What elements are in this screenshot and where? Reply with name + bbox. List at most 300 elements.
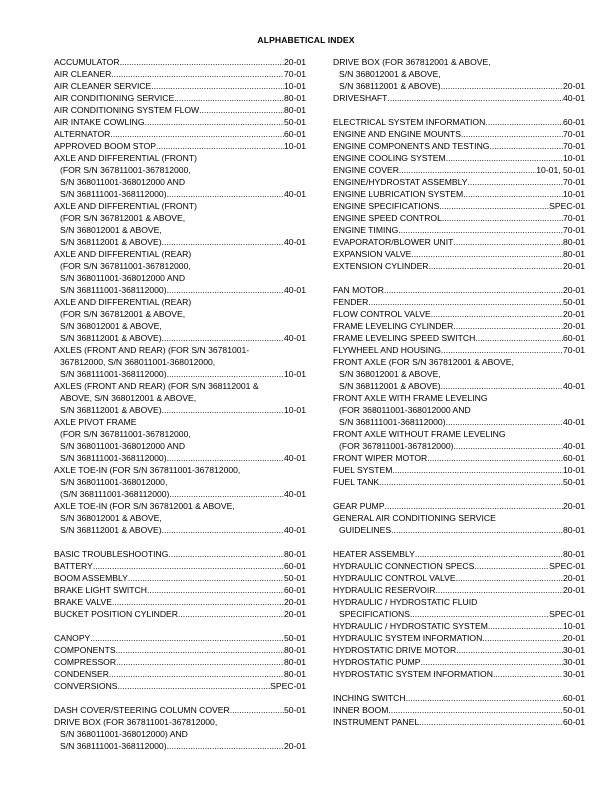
index-entry-label: ENGINE COVER [333,165,399,175]
dot-leader [482,632,563,644]
dot-leader [411,248,563,260]
index-entry-page[interactable]: 70-01 [563,225,585,235]
index-entry-label: ENGINE SPECIFICATIONS [333,201,440,211]
index-entry[interactable] [333,620,585,632]
index-entry[interactable] [333,392,585,428]
index-entry-page[interactable]: 40-01 [284,453,306,463]
index-entry[interactable] [333,284,585,296]
index-entry-label: AXLE TOE-IN (FOR S/N 367811001-367812000, [54,465,241,475]
section-gap [54,536,306,548]
index-entry-page[interactable]: 80-01 [563,549,585,559]
index-entry-page[interactable]: 50-01 [563,705,585,715]
index-entry-label-continued: S/N 368012001 & ABOVE, [339,69,441,79]
index-column-left [54,56,306,752]
dot-leader [399,164,536,176]
index-entry-label: INSTRUMENT PANEL [333,717,420,727]
index-entry-page[interactable]: 20-01 [284,741,306,751]
dot-leader [431,308,563,320]
index-entry-page[interactable]: 80-01 [563,237,585,247]
dot-leader [387,92,563,104]
index-entry-label: HYDRAULIC CONNECTION SPECS [333,561,475,571]
index-entry-page[interactable]: 10-01, 50-01 [536,165,585,175]
index-entry-page[interactable]: 10-01 [563,465,585,475]
index-entry[interactable] [333,116,585,128]
index-entry[interactable] [333,356,585,392]
index-entry-label-continued: S/N 368011001-368012000) AND [60,729,188,739]
dot-leader [392,464,563,476]
index-entry[interactable] [54,464,306,500]
index-entry[interactable] [54,380,306,416]
index-entry-label-continued: S/N 368112001 & ABOVE) [60,405,162,415]
dot-leader [410,608,549,620]
index-entry[interactable] [333,140,585,152]
section-gap [54,620,306,632]
index-entry-page[interactable]: SPEC-01 [270,681,306,691]
dot-leader [384,284,563,296]
index-entry-page[interactable]: 80-01 [284,645,306,655]
index-entry[interactable] [333,92,585,104]
index-entry[interactable] [333,572,585,584]
index-entry[interactable] [333,236,585,248]
index-entry[interactable] [54,68,306,80]
dot-leader [199,104,284,116]
index-entry-label: ENGINE COOLING SYSTEM [333,153,446,163]
index-entry-label: DASH COVER/STEERING COLUMN COVER [54,705,230,715]
index-entry-page[interactable]: 60-01 [284,129,306,139]
index-entry[interactable] [333,164,585,176]
index-entry[interactable] [333,548,585,560]
index-entry-page[interactable]: 30-01 [563,657,585,667]
dot-leader [427,452,563,464]
dot-leader [456,572,563,584]
index-entry[interactable] [333,704,585,716]
index-entry[interactable] [54,572,306,584]
index-entry[interactable] [54,656,306,668]
index-entry-label: COMPRESSOR [54,657,117,667]
index-entry[interactable] [333,464,585,476]
dot-leader [488,620,563,632]
index-entry[interactable] [54,104,306,116]
index-entry-page[interactable]: 50-01 [284,633,306,643]
dot-leader [436,584,564,596]
index-entry-label-continued: 367812000, S/N 368011001-368012000, [60,357,216,367]
index-entry-page[interactable]: 40-01 [284,285,306,295]
index-entry-page[interactable]: 40-01 [563,441,585,451]
dot-leader [391,524,563,536]
dot-leader [475,332,563,344]
index-entry[interactable] [54,80,306,92]
index-entry-page[interactable]: 70-01 [563,213,585,223]
index-entry-label: COMPONENTS [54,645,116,655]
index-entry-label: AXLE AND DIFFERENTIAL (REAR) [54,297,192,307]
index-entry-page[interactable]: 20-01 [563,285,585,295]
index-entry-label-continued: (FOR S/N 367811001-367812000, [60,429,191,439]
section-gap [333,488,585,500]
index-entry[interactable] [333,152,585,164]
index-entry-label-continued: (FOR S/N 367812001 & ABOVE, [60,213,186,223]
index-entry-page[interactable]: 10-01 [284,141,306,151]
index-entry-page[interactable]: 10-01 [284,369,306,379]
index-entry-label: ENGINE LUBRICATION SYSTEM [333,189,464,199]
index-entry-label-continued: S/N 368111001-368112000) [60,189,167,199]
dot-leader [463,188,563,200]
dot-leader [489,140,563,152]
index-entry[interactable] [333,212,585,224]
index-entry[interactable] [333,476,585,488]
index-entry[interactable] [333,584,585,596]
index-entry-label: ALTERNATOR [54,129,111,139]
index-entry-label: FLOW CONTROL VALVE [333,309,431,319]
index-entry-page[interactable]: 40-01 [284,489,306,499]
index-entry-page[interactable]: 80-01 [563,249,585,259]
index-entry-label: FUEL TANK [333,477,380,487]
index-entry-page[interactable]: 20-01 [563,261,585,271]
index-entry-page[interactable]: 50-01 [563,477,585,487]
index-entry-label-continued: GUIDELINES [339,525,392,535]
index-entry[interactable] [333,428,585,452]
index-entry[interactable] [54,416,306,464]
index-entry[interactable] [333,320,585,332]
index-entry-label-continued: (FOR 368011001-368012000 AND [339,405,471,415]
index-entry-label: ELECTRICAL SYSTEM INFORMATION [333,117,486,127]
index-entry[interactable] [54,596,306,608]
index-entry[interactable] [54,704,306,716]
index-entry-label-continued: (FOR 367811001-367812000) [339,441,454,451]
index-entry-page[interactable]: 40-01 [284,333,306,343]
index-entry-label: AIR INTAKE COWLING [54,117,145,127]
index-entry-label: FUEL SYSTEM [333,465,393,475]
index-entry[interactable] [54,116,306,128]
index-entry-label: INNER BOOM [333,705,389,715]
index-entry-label: FRAME LEVELING SPEED SWITCH [333,333,476,343]
index-entry-page[interactable]: SPEC-01 [549,201,585,211]
dot-leader [147,584,284,596]
index-entry-page[interactable]: 30-01 [563,645,585,655]
index-entry-page[interactable]: 80-01 [284,549,306,559]
index-entry-label: HYDROSTATIC PUMP [333,657,421,667]
dot-leader [93,560,284,572]
index-entry-page[interactable]: 20-01 [563,321,585,331]
index-entry-page[interactable]: 20-01 [563,501,585,511]
index-entry[interactable] [333,596,585,620]
index-entry-label: AIR CLEANER SERVICE [54,81,152,91]
index-entry-label: HYDROSTATIC SYSTEM INFORMATION [333,669,493,679]
index-entry-label: AXLES (FRONT AND REAR) (FOR S/N 36781001- [54,345,250,355]
index-entry-page[interactable]: 80-01 [284,93,306,103]
index-entry-label-continued: S/N 368111001-368112000) [60,453,167,463]
index-entry[interactable] [333,668,585,680]
index-entry-label: APPROVED BOOM STOP [54,141,157,151]
index-entry-page[interactable]: 70-01 [284,69,306,79]
index-entry-page[interactable]: 60-01 [284,561,306,571]
dot-leader [368,296,563,308]
index-entry[interactable] [54,632,306,644]
index-entry-page[interactable]: 70-01 [563,141,585,151]
index-entry-page[interactable]: 60-01 [563,117,585,127]
index-entry-label: HYDROSTATIC DRIVE MOTOR [333,645,457,655]
index-entry-page[interactable]: 80-01 [284,657,306,667]
index-entry[interactable] [333,656,585,668]
index-entry-page[interactable]: 60-01 [563,333,585,343]
index-entry-page[interactable]: 80-01 [563,525,585,535]
index-entry-label-continued: S/N 368112001 & ABOVE) [339,381,441,391]
dot-leader [167,284,284,296]
index-entry-label: INCHING SWITCH [333,693,406,703]
index-entry-page[interactable]: 20-01 [563,309,585,319]
dot-leader [429,260,564,272]
index-entry[interactable] [54,608,306,620]
index-entry-label: AXLE AND DIFFERENTIAL (FRONT) [54,153,197,163]
index-entry[interactable] [54,644,306,656]
index-entry-label-continued: S/N 368012001 & ABOVE, [60,225,162,235]
index-entry-label: FRONT WIPER MOTOR [333,453,428,463]
index-entry-page[interactable]: 20-01 [284,609,306,619]
index-entry[interactable] [333,644,585,656]
index-entry-label: BATTERY [54,561,93,571]
index-entry-page[interactable]: 20-01 [563,585,585,595]
dot-leader [156,140,284,152]
index-entry[interactable] [333,188,585,200]
index-entry[interactable] [333,308,585,320]
index-entry-page[interactable]: 10-01 [284,81,306,91]
index-entry-page[interactable]: 60-01 [284,585,306,595]
index-entry[interactable] [333,128,585,140]
dot-leader [167,188,284,200]
dot-leader [168,548,284,560]
dot-leader [145,116,284,128]
index-entry-label: CONDENSER [54,669,109,679]
index-entry[interactable] [54,548,306,560]
index-entry[interactable] [333,452,585,464]
dot-leader [178,608,284,620]
dot-leader [174,92,284,104]
dot-leader [230,704,284,716]
index-entry-page[interactable]: 10-01 [563,189,585,199]
index-entry-page[interactable]: SPEC-01 [549,609,585,619]
index-entry-page[interactable]: 60-01 [563,453,585,463]
index-entry-label: DRIVESHAFT [333,93,388,103]
dot-leader [111,68,284,80]
dot-leader [162,404,284,416]
index-entry[interactable] [333,200,585,212]
index-entry-label: HYDRAULIC / HYDROSTATIC SYSTEM [333,621,488,631]
index-entry-label: BRAKE VALVE [54,597,112,607]
dot-leader [169,488,284,500]
index-entry-label-continued: S/N 368012001 & ABOVE, [60,513,162,523]
index-entry-label: DRIVE BOX (FOR 367811001-367812000, [54,717,218,727]
dot-leader [398,224,563,236]
dot-leader [454,440,564,452]
index-entry-page[interactable]: 40-01 [284,237,306,247]
index-entry-page[interactable]: 60-01 [563,717,585,727]
index-entry-label: FRONT AXLE WITH FRAME LEVELING [333,393,488,403]
index-entry-page[interactable]: 50-01 [284,117,306,127]
index-entry[interactable] [333,332,585,344]
dot-leader [421,656,563,668]
index-entry-label: BASIC TROUBLESHOOTING [54,549,169,559]
index-entry-label: FRONT AXLE (FOR S/N 367812001 & ABOVE, [333,357,514,367]
index-entry-page[interactable]: 10-01 [563,153,585,163]
index-entry-label: EXPANSION VALVE [333,249,412,259]
index-entry[interactable] [333,500,585,512]
index-entry-page[interactable]: 60-01 [563,693,585,703]
index-entry[interactable] [333,56,585,92]
index-entry[interactable] [333,224,585,236]
index-entry[interactable] [54,248,306,296]
index-entry[interactable] [54,128,306,140]
index-entry-label: EXTENSION CYLINDER [333,261,429,271]
dot-leader [461,128,563,140]
index-entry-label: CANOPY [54,633,91,643]
dot-leader [453,320,563,332]
index-entry-label: AIR CLEANER [54,69,112,79]
dot-leader [151,80,284,92]
index-entry[interactable] [333,692,585,704]
index-entry[interactable] [333,512,585,536]
dot-leader [415,548,563,560]
index-entry[interactable] [333,260,585,272]
index-entry-label: ENGINE/HYDROSTAT ASSEMBLY [333,177,468,187]
dot-leader [167,368,284,380]
index-entry[interactable] [54,200,306,248]
index-entry-page[interactable]: 20-01 [563,633,585,643]
index-entry-label: ENGINE TIMING [333,225,399,235]
index-entry-page[interactable]: 80-01 [284,669,306,679]
index-entry-page[interactable]: 40-01 [563,93,585,103]
index-entry-label: AXLES (FRONT AND REAR) (FOR S/N 368112001 & [54,381,259,391]
section-gap [333,680,585,692]
index-entry[interactable] [333,176,585,188]
index-entry-label: BOOM ASSEMBLY [54,573,128,583]
index-entry[interactable] [333,248,585,260]
index-entry-label-continued: S/N 368111001-368112000) [339,417,446,427]
index-entry-label-continued: (FOR S/N 367812001 & ABOVE, [60,309,186,319]
index-entry-label: ENGINE COMPONENTS AND TESTING [333,141,490,151]
dot-leader [116,656,284,668]
index-entry-page[interactable]: 10-01 [563,621,585,631]
index-entry-page[interactable]: 20-01 [563,81,585,91]
index-entry-page[interactable]: 20-01 [284,597,306,607]
index-entry-page[interactable]: 80-01 [284,105,306,115]
dot-leader [485,116,563,128]
index-entry-label: AXLE PIVOT FRAME [54,417,137,427]
dot-leader [112,596,284,608]
index-entry-label: FENDER [333,297,369,307]
index-entry-label-continued: S/N 368011001-368012000 AND [60,273,186,283]
index-entry-label-continued: S/N 368011001-368012000 AND [60,177,186,187]
index-entry-label: ENGINE SPEED CONTROL [333,213,442,223]
index-entry-label: HYDRAULIC / HYDROSTATIC FLUID [333,597,478,607]
index-entry-page[interactable]: 40-01 [284,189,306,199]
index-entry-label: AIR CONDITIONING SERVICE [54,93,175,103]
dot-leader [116,644,284,656]
dot-leader [118,680,271,692]
index-column-right [333,56,585,728]
dot-leader [162,332,284,344]
index-entry-label-continued: SPECIFICATIONS [339,609,410,619]
index-entry[interactable] [54,668,306,680]
index-entry-label-continued: S/N 368111001-368112000) [60,285,167,295]
dot-leader [441,80,563,92]
index-entry[interactable] [333,344,585,356]
index-entry-page[interactable]: 50-01 [284,705,306,715]
index-entry-label-continued: S/N 368112001 & ABOVE) [60,237,162,247]
index-entry[interactable] [333,632,585,644]
index-entry-page[interactable]: 40-01 [563,381,585,391]
index-entry-label: CONVERSIONS [54,681,118,691]
index-entry[interactable] [333,560,585,572]
index-entry-label-continued: ABOVE, S/N 368012001 & ABOVE, [60,393,197,403]
index-entry[interactable] [54,680,306,692]
index-entry[interactable] [54,152,306,200]
index-entry-label-continued: S/N 368012001 & ABOVE, [60,321,162,331]
index-entry-label-continued: S/N 368112001 & ABOVE) [60,525,162,535]
dot-leader [90,632,284,644]
dot-leader [120,56,284,68]
index-entry-page[interactable]: SPEC-01 [549,561,585,571]
index-entry[interactable] [54,560,306,572]
index-entry-label: FAN MOTOR [333,285,384,295]
index-entry[interactable] [54,140,306,152]
index-entry-label: AXLE TOE-IN (FOR S/N 367812001 & ABOVE, [54,501,235,511]
index-entry[interactable] [54,344,306,380]
index-entry[interactable] [54,92,306,104]
index-entry-label-continued: S/N 368111001-368112000) [60,741,167,751]
section-gap [333,536,585,548]
index-entry-page[interactable]: 20-01 [284,57,306,67]
index-entry-label: BRAKE LIGHT SWITCH [54,585,147,595]
index-entry-page[interactable]: 70-01 [563,129,585,139]
index-entry-label: FRONT AXLE WITHOUT FRAME LEVELING [333,429,506,439]
index-entry[interactable] [54,584,306,596]
index-entry-label-continued: S/N 368011001-368012000, [60,477,168,487]
index-entry-label: AIR CONDITIONING SYSTEM FLOW [54,105,200,115]
index-entry-page[interactable]: 50-01 [563,297,585,307]
index-entry-page[interactable]: 70-01 [563,345,585,355]
dot-leader [379,476,563,488]
dot-leader [468,176,564,188]
index-entry-page[interactable]: 10-01 [284,405,306,415]
index-entry[interactable] [333,716,585,728]
dot-leader [493,668,563,680]
index-entry-page[interactable]: 40-01 [284,525,306,535]
dot-leader [406,692,563,704]
index-entry-page[interactable]: 30-01 [563,669,585,679]
dot-leader [446,152,563,164]
dot-leader [439,200,549,212]
dot-leader [167,452,284,464]
index-entry-label: ACCUMULATOR [54,57,120,67]
index-entry-label-continued: S/N 368112001 & ABOVE) [339,81,441,91]
index-entry-label: FLYWHEEL AND HOUSING [333,345,441,355]
index-entry-page[interactable]: 40-01 [563,417,585,427]
dot-leader [474,560,549,572]
index-entry[interactable] [54,500,306,536]
dot-leader [110,128,284,140]
index-entry-page[interactable]: 50-01 [284,573,306,583]
index-entry-page[interactable]: 20-01 [563,573,585,583]
index-entry[interactable] [54,56,306,68]
index-entry-page[interactable]: 70-01 [563,177,585,187]
dot-leader [419,716,563,728]
index-entry[interactable] [54,716,306,752]
section-gap [333,272,585,284]
index-entry-label-continued: (FOR S/N 367811001-367812000, [60,165,191,175]
index-entry-label: GENERAL AIR CONDITIONING SERVICE [333,513,496,523]
index-entry-label: ENGINE AND ENGINE MOUNTS [333,129,461,139]
index-entry[interactable] [54,296,306,344]
index-entry[interactable] [333,296,585,308]
